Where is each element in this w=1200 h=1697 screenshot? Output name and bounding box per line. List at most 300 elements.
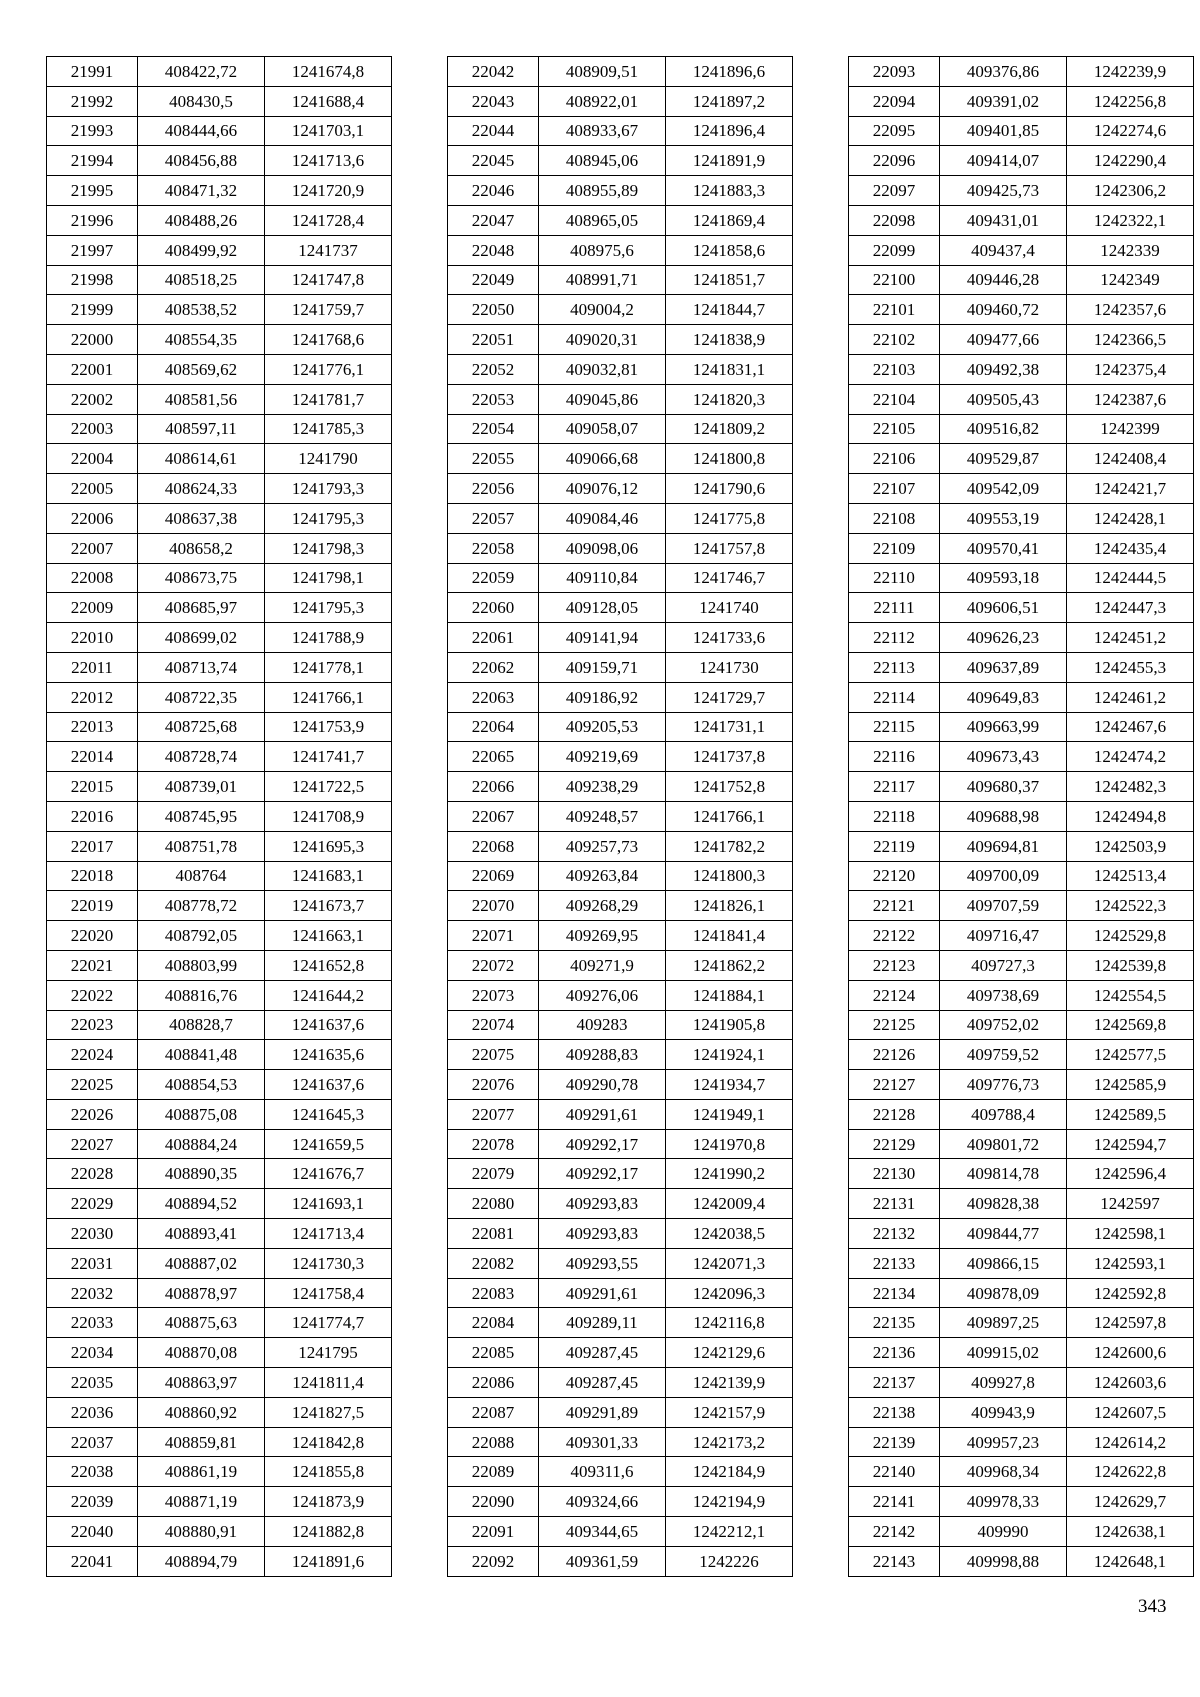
table-row <box>849 325 1194 355</box>
x-coordinate: 409141,94 <box>539 623 666 653</box>
table-row <box>47 57 392 87</box>
point-number: 22096 <box>849 146 940 176</box>
point-number: 22009 <box>47 593 138 623</box>
y-coordinate: 1241740 <box>666 593 793 623</box>
y-coordinate: 1242375,4 <box>1067 354 1194 384</box>
x-coordinate: 409680,37 <box>940 772 1067 802</box>
y-coordinate: 1241800,8 <box>666 444 793 474</box>
x-coordinate: 409076,12 <box>539 474 666 504</box>
x-coordinate: 408870,08 <box>138 1338 265 1368</box>
point-number: 22065 <box>448 742 539 772</box>
x-coordinate: 409045,86 <box>539 384 666 414</box>
table-row <box>849 831 1194 861</box>
x-coordinate: 409968,34 <box>940 1457 1067 1487</box>
point-number: 22087 <box>448 1397 539 1427</box>
point-number: 22028 <box>47 1159 138 1189</box>
point-number: 22103 <box>849 354 940 384</box>
y-coordinate: 1242071,3 <box>666 1248 793 1278</box>
table-row <box>448 1368 793 1398</box>
x-coordinate: 409943,9 <box>940 1397 1067 1427</box>
point-number: 22089 <box>448 1457 539 1487</box>
x-coordinate: 409292,17 <box>539 1129 666 1159</box>
x-coordinate: 409219,69 <box>539 742 666 772</box>
y-coordinate: 1241713,6 <box>265 146 392 176</box>
table-row <box>47 1219 392 1249</box>
point-number: 22004 <box>47 444 138 474</box>
point-number: 22003 <box>47 414 138 444</box>
table-row <box>849 1070 1194 1100</box>
y-coordinate: 1241766,1 <box>666 801 793 831</box>
point-number: 22131 <box>849 1189 940 1219</box>
table-row <box>448 1338 793 1368</box>
table-row <box>47 1546 392 1576</box>
table-row <box>47 891 392 921</box>
x-coordinate: 409776,73 <box>940 1070 1067 1100</box>
x-coordinate: 408764 <box>138 861 265 891</box>
table-row <box>47 563 392 593</box>
table-row <box>849 414 1194 444</box>
table-row <box>448 1099 793 1129</box>
point-number: 22059 <box>448 563 539 593</box>
y-coordinate: 1241795,3 <box>265 503 392 533</box>
x-coordinate: 409707,59 <box>940 891 1067 921</box>
x-coordinate: 408685,97 <box>138 593 265 623</box>
x-coordinate: 409606,51 <box>940 593 1067 623</box>
table-row <box>448 1278 793 1308</box>
x-coordinate: 409401,85 <box>940 116 1067 146</box>
x-coordinate: 409927,8 <box>940 1368 1067 1398</box>
point-number: 22061 <box>448 623 539 653</box>
table-row <box>448 1159 793 1189</box>
x-coordinate: 408880,91 <box>138 1517 265 1547</box>
table-row <box>47 1368 392 1398</box>
x-coordinate: 409289,11 <box>539 1308 666 1338</box>
x-coordinate: 409957,23 <box>940 1427 1067 1457</box>
point-number: 22076 <box>448 1070 539 1100</box>
table-row <box>448 444 793 474</box>
point-number: 22060 <box>448 593 539 623</box>
y-coordinate: 1241811,4 <box>265 1368 392 1398</box>
x-coordinate: 408488,26 <box>138 205 265 235</box>
x-coordinate: 408624,33 <box>138 474 265 504</box>
table-row <box>448 325 793 355</box>
point-number: 22042 <box>448 57 539 87</box>
x-coordinate: 409673,43 <box>940 742 1067 772</box>
point-number: 22033 <box>47 1308 138 1338</box>
point-number: 22051 <box>448 325 539 355</box>
point-number: 22134 <box>849 1278 940 1308</box>
y-coordinate: 1241785,3 <box>265 414 392 444</box>
x-coordinate: 408945,06 <box>539 146 666 176</box>
table-row <box>47 1517 392 1547</box>
point-number: 22014 <box>47 742 138 772</box>
point-number: 22122 <box>849 921 940 951</box>
point-number: 22000 <box>47 325 138 355</box>
table-row <box>849 801 1194 831</box>
y-coordinate: 1241884,1 <box>666 980 793 1010</box>
table-body <box>448 57 793 1577</box>
x-coordinate: 408828,7 <box>138 1010 265 1040</box>
x-coordinate: 409287,45 <box>539 1338 666 1368</box>
y-coordinate: 1241855,8 <box>265 1457 392 1487</box>
y-coordinate: 1241924,1 <box>666 1040 793 1070</box>
x-coordinate: 408875,08 <box>138 1099 265 1129</box>
y-coordinate: 1241793,3 <box>265 474 392 504</box>
table-row <box>448 503 793 533</box>
y-coordinate: 1242529,8 <box>1067 921 1194 951</box>
y-coordinate: 1242593,1 <box>1067 1248 1194 1278</box>
x-coordinate: 408597,11 <box>138 414 265 444</box>
table-body <box>47 57 392 1577</box>
table-row <box>849 682 1194 712</box>
x-coordinate: 409570,41 <box>940 533 1067 563</box>
y-coordinate: 1242614,2 <box>1067 1427 1194 1457</box>
x-coordinate: 409978,33 <box>940 1487 1067 1517</box>
point-number: 22102 <box>849 325 940 355</box>
point-number: 22016 <box>47 801 138 831</box>
table-row <box>849 563 1194 593</box>
table-row <box>448 980 793 1010</box>
point-number: 21993 <box>47 116 138 146</box>
point-number: 22064 <box>448 712 539 742</box>
y-coordinate: 1241897,2 <box>666 86 793 116</box>
x-coordinate: 409084,46 <box>539 503 666 533</box>
point-number: 22070 <box>448 891 539 921</box>
x-coordinate: 409788,4 <box>940 1099 1067 1129</box>
x-coordinate: 408863,97 <box>138 1368 265 1398</box>
table-row <box>849 1010 1194 1040</box>
x-coordinate: 408893,41 <box>138 1219 265 1249</box>
point-number: 21997 <box>47 235 138 265</box>
y-coordinate: 1241730 <box>666 652 793 682</box>
point-number: 22011 <box>47 652 138 682</box>
table-row <box>448 1070 793 1100</box>
table-row <box>47 1427 392 1457</box>
x-coordinate: 409529,87 <box>940 444 1067 474</box>
x-coordinate: 408909,51 <box>539 57 666 87</box>
point-number: 22053 <box>448 384 539 414</box>
y-coordinate: 1241862,2 <box>666 950 793 980</box>
point-number: 22088 <box>448 1427 539 1457</box>
point-number: 22132 <box>849 1219 940 1249</box>
table-row <box>47 652 392 682</box>
table-row <box>448 682 793 712</box>
point-number: 22133 <box>849 1248 940 1278</box>
table-row <box>448 1427 793 1457</box>
point-number: 22127 <box>849 1070 940 1100</box>
table-row <box>849 1368 1194 1398</box>
x-coordinate: 409553,19 <box>940 503 1067 533</box>
y-coordinate: 1241637,6 <box>265 1070 392 1100</box>
point-number: 22128 <box>849 1099 940 1129</box>
table-row <box>448 235 793 265</box>
table-row <box>849 503 1194 533</box>
point-number: 22057 <box>448 503 539 533</box>
y-coordinate: 1241851,7 <box>666 265 793 295</box>
y-coordinate: 1241737,8 <box>666 742 793 772</box>
x-coordinate: 409287,45 <box>539 1368 666 1398</box>
table-row <box>448 563 793 593</box>
x-coordinate: 409288,83 <box>539 1040 666 1070</box>
x-coordinate: 409477,66 <box>940 325 1067 355</box>
table-row <box>448 176 793 206</box>
y-coordinate: 1242322,1 <box>1067 205 1194 235</box>
point-number: 22142 <box>849 1517 940 1547</box>
y-coordinate: 1241746,7 <box>666 563 793 593</box>
point-number: 21992 <box>47 86 138 116</box>
x-coordinate: 408955,89 <box>539 176 666 206</box>
point-number: 22090 <box>448 1487 539 1517</box>
y-coordinate: 1242607,5 <box>1067 1397 1194 1427</box>
x-coordinate: 408894,79 <box>138 1546 265 1576</box>
point-number: 22110 <box>849 563 940 593</box>
x-coordinate: 409344,65 <box>539 1517 666 1547</box>
table-row <box>448 593 793 623</box>
y-coordinate: 1242554,5 <box>1067 980 1194 1010</box>
point-number: 22113 <box>849 652 940 682</box>
point-number: 22017 <box>47 831 138 861</box>
point-number: 22129 <box>849 1129 940 1159</box>
table-row <box>47 1457 392 1487</box>
table-row <box>47 116 392 146</box>
point-number: 22082 <box>448 1248 539 1278</box>
point-number: 22119 <box>849 831 940 861</box>
y-coordinate: 1241637,6 <box>265 1010 392 1040</box>
x-coordinate: 408841,48 <box>138 1040 265 1070</box>
table-row <box>849 1427 1194 1457</box>
point-number: 22025 <box>47 1070 138 1100</box>
table-row <box>849 1457 1194 1487</box>
table-row <box>448 772 793 802</box>
point-number: 22007 <box>47 533 138 563</box>
y-coordinate: 1242451,2 <box>1067 623 1194 653</box>
table-row <box>448 116 793 146</box>
point-number: 22023 <box>47 1010 138 1040</box>
point-number: 22116 <box>849 742 940 772</box>
y-coordinate: 1241934,7 <box>666 1070 793 1100</box>
table-row <box>849 1129 1194 1159</box>
point-number: 22114 <box>849 682 940 712</box>
point-number: 22019 <box>47 891 138 921</box>
x-coordinate: 409801,72 <box>940 1129 1067 1159</box>
point-number: 22046 <box>448 176 539 206</box>
table-row <box>47 831 392 861</box>
x-coordinate: 409301,33 <box>539 1427 666 1457</box>
point-number: 22024 <box>47 1040 138 1070</box>
point-number: 22041 <box>47 1546 138 1576</box>
table-row <box>448 861 793 891</box>
point-number: 22073 <box>448 980 539 1010</box>
x-coordinate: 409688,98 <box>940 801 1067 831</box>
point-number: 22029 <box>47 1189 138 1219</box>
point-number: 22012 <box>47 682 138 712</box>
y-coordinate: 1242467,6 <box>1067 712 1194 742</box>
x-coordinate: 409814,78 <box>940 1159 1067 1189</box>
point-number: 22008 <box>47 563 138 593</box>
y-coordinate: 1241788,9 <box>265 623 392 653</box>
x-coordinate: 409293,83 <box>539 1189 666 1219</box>
table-row <box>47 444 392 474</box>
point-number: 22015 <box>47 772 138 802</box>
table-row <box>448 533 793 563</box>
point-number: 21998 <box>47 265 138 295</box>
x-coordinate: 408713,74 <box>138 652 265 682</box>
table-row <box>849 1219 1194 1249</box>
x-coordinate: 409291,89 <box>539 1397 666 1427</box>
table-row <box>448 384 793 414</box>
table-row <box>448 1397 793 1427</box>
x-coordinate: 409915,02 <box>940 1338 1067 1368</box>
point-number: 22137 <box>849 1368 940 1398</box>
y-coordinate: 1241722,5 <box>265 772 392 802</box>
table-row <box>849 265 1194 295</box>
table-row <box>448 950 793 980</box>
y-coordinate: 1241841,4 <box>666 921 793 951</box>
table-row <box>47 1070 392 1100</box>
table-row <box>849 772 1194 802</box>
x-coordinate: 409058,07 <box>539 414 666 444</box>
y-coordinate: 1241990,2 <box>666 1159 793 1189</box>
x-coordinate: 408728,74 <box>138 742 265 772</box>
point-number: 22143 <box>849 1546 940 1576</box>
point-number: 22104 <box>849 384 940 414</box>
point-number: 22125 <box>849 1010 940 1040</box>
x-coordinate: 408875,63 <box>138 1308 265 1338</box>
y-coordinate: 1241949,1 <box>666 1099 793 1129</box>
table-row <box>849 1189 1194 1219</box>
point-number: 22040 <box>47 1517 138 1547</box>
y-coordinate: 1241663,1 <box>265 921 392 951</box>
table-row <box>849 980 1194 1010</box>
x-coordinate: 409291,61 <box>539 1278 666 1308</box>
point-number: 22037 <box>47 1427 138 1457</box>
y-coordinate: 1241858,6 <box>666 235 793 265</box>
y-coordinate: 1241781,7 <box>265 384 392 414</box>
table-row <box>47 712 392 742</box>
table-row <box>47 176 392 206</box>
point-number: 22043 <box>448 86 539 116</box>
y-coordinate: 1242038,5 <box>666 1219 793 1249</box>
table-row <box>47 593 392 623</box>
table-row <box>849 1338 1194 1368</box>
y-coordinate: 1241731,1 <box>666 712 793 742</box>
y-coordinate: 1242482,3 <box>1067 772 1194 802</box>
y-coordinate: 1242522,3 <box>1067 891 1194 921</box>
point-number: 22098 <box>849 205 940 235</box>
point-number: 22123 <box>849 950 940 980</box>
x-coordinate: 409268,29 <box>539 891 666 921</box>
x-coordinate: 408499,92 <box>138 235 265 265</box>
point-number: 22139 <box>849 1427 940 1457</box>
y-coordinate: 1242129,6 <box>666 1338 793 1368</box>
table-row <box>849 652 1194 682</box>
y-coordinate: 1242428,1 <box>1067 503 1194 533</box>
table-row <box>849 235 1194 265</box>
table-row <box>47 1099 392 1129</box>
table-row <box>47 1397 392 1427</box>
table-row <box>47 801 392 831</box>
table-row <box>47 1189 392 1219</box>
table-row <box>47 1159 392 1189</box>
x-coordinate: 409283 <box>539 1010 666 1040</box>
y-coordinate: 1241757,8 <box>666 533 793 563</box>
y-coordinate: 1242366,5 <box>1067 325 1194 355</box>
point-number: 22108 <box>849 503 940 533</box>
y-coordinate: 1241729,7 <box>666 682 793 712</box>
x-coordinate: 409032,81 <box>539 354 666 384</box>
table-row <box>849 474 1194 504</box>
y-coordinate: 1241831,1 <box>666 354 793 384</box>
table-row <box>448 623 793 653</box>
point-number: 22068 <box>448 831 539 861</box>
y-coordinate: 1242597 <box>1067 1189 1194 1219</box>
x-coordinate: 409311,6 <box>539 1457 666 1487</box>
y-coordinate: 1241644,2 <box>265 980 392 1010</box>
table-row <box>47 950 392 980</box>
point-number: 21995 <box>47 176 138 206</box>
y-coordinate: 1241688,4 <box>265 86 392 116</box>
x-coordinate: 408518,25 <box>138 265 265 295</box>
y-coordinate: 1241827,5 <box>265 1397 392 1427</box>
x-coordinate: 408456,88 <box>138 146 265 176</box>
table-row <box>47 861 392 891</box>
point-number: 22080 <box>448 1189 539 1219</box>
x-coordinate: 409205,53 <box>539 712 666 742</box>
x-coordinate: 408975,6 <box>539 235 666 265</box>
x-coordinate: 409516,82 <box>940 414 1067 444</box>
point-number: 22106 <box>849 444 940 474</box>
x-coordinate: 409828,38 <box>940 1189 1067 1219</box>
x-coordinate: 408422,72 <box>138 57 265 87</box>
y-coordinate: 1242357,6 <box>1067 295 1194 325</box>
y-coordinate: 1241753,9 <box>265 712 392 742</box>
point-number: 22026 <box>47 1099 138 1129</box>
point-number: 22055 <box>448 444 539 474</box>
x-coordinate: 409004,2 <box>539 295 666 325</box>
x-coordinate: 408569,62 <box>138 354 265 384</box>
table-row <box>849 1487 1194 1517</box>
table-row <box>448 354 793 384</box>
point-number: 22138 <box>849 1397 940 1427</box>
y-coordinate: 1241844,7 <box>666 295 793 325</box>
y-coordinate: 1242603,6 <box>1067 1368 1194 1398</box>
table-row <box>448 831 793 861</box>
y-coordinate: 1242096,3 <box>666 1278 793 1308</box>
point-number: 22079 <box>448 1159 539 1189</box>
x-coordinate: 408894,52 <box>138 1189 265 1219</box>
point-number: 22075 <box>448 1040 539 1070</box>
y-coordinate: 1242173,2 <box>666 1427 793 1457</box>
x-coordinate: 408859,81 <box>138 1427 265 1457</box>
point-number: 22048 <box>448 235 539 265</box>
x-coordinate: 409626,23 <box>940 623 1067 653</box>
x-coordinate: 409998,88 <box>940 1546 1067 1576</box>
table-row <box>849 1517 1194 1547</box>
y-coordinate: 1241713,4 <box>265 1219 392 1249</box>
table-row <box>448 921 793 951</box>
y-coordinate: 1241766,1 <box>265 682 392 712</box>
x-coordinate: 409492,38 <box>940 354 1067 384</box>
point-number: 22045 <box>448 146 539 176</box>
y-coordinate: 1241873,9 <box>265 1487 392 1517</box>
y-coordinate: 1241774,7 <box>265 1308 392 1338</box>
table-row <box>47 682 392 712</box>
x-coordinate: 409460,72 <box>940 295 1067 325</box>
y-coordinate: 1241645,3 <box>265 1099 392 1129</box>
point-number: 22091 <box>448 1517 539 1547</box>
page-number: 343 <box>1138 1596 1167 1617</box>
y-coordinate: 1242474,2 <box>1067 742 1194 772</box>
